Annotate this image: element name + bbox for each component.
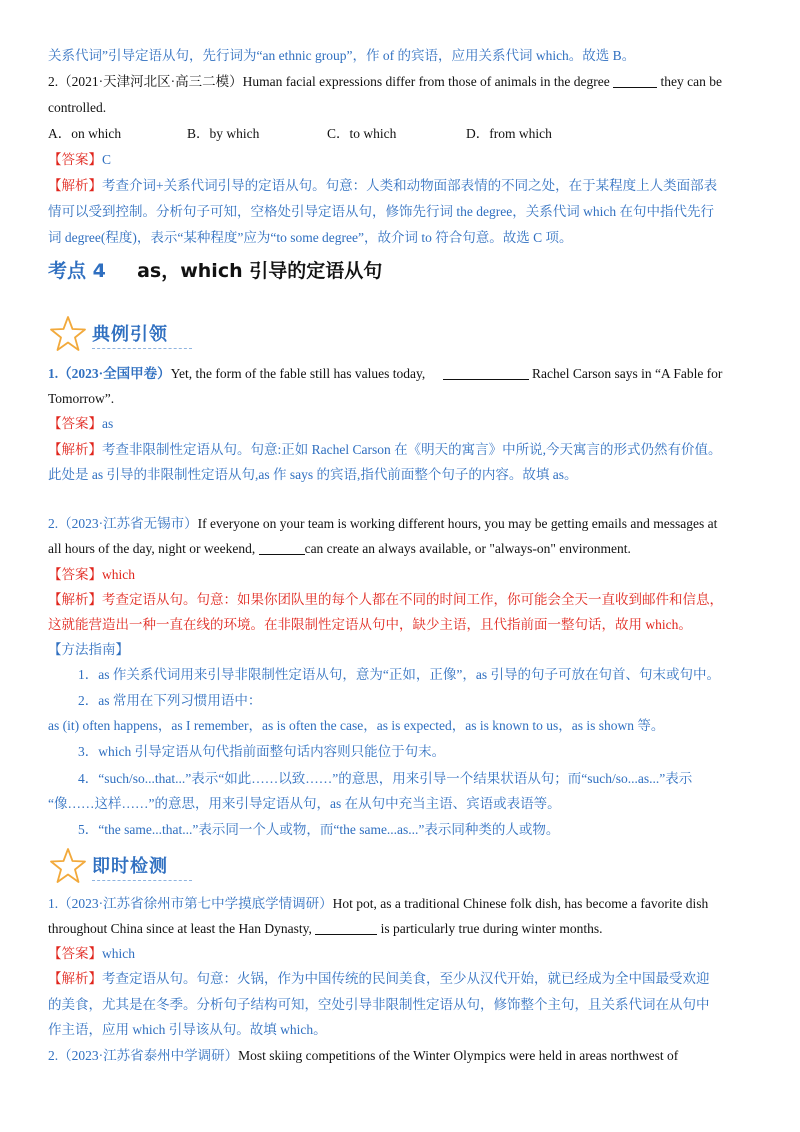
check-question-2: 2.（2023·江苏省泰州中学调研）Most skiing competitions of the Winter Olympics were held in areas northwest of [48,1048,679,1063]
option-a: A．on which [48,126,122,141]
analysis-line-2: 这就能营造出一种一直在线的环境。在非限制性定语从句中，缺少主语，且代指前面一整句话，故用 which。 [48,617,692,632]
star-icon [48,846,88,886]
guide-item-2: 2．as 常用在下列习惯用语中： [78,693,262,708]
example-1-line2: Tomorrow”. [48,391,115,406]
answer-line [48,150,752,170]
guide-item-3: 3．which 引导定语从句代指前面整句话内容则只能位于句末。 [78,744,446,759]
question-text: Human facial expressions differ from those of animals in the degree [242,74,610,89]
answer-line: 【答案】as [48,416,114,431]
check-question-1-line2: throughout China since at least the Han Dynasty, is particularly true during winter months. [48,921,603,936]
section-title: 即时检测 [92,856,168,877]
example-2: 2.（2023·江苏省无锡市）If everyone on your team is working different hours, you may be getting emails and messages at [48,516,718,531]
question-text-line2: controlled. [48,100,107,115]
analysis-label: 【解析】 [48,178,102,193]
answer-line: 【答案】which [48,567,135,582]
analysis-line-1: 【解析】考查介词+关系代词引导的定语从句。句意：人类和动物面部表情的不同之处，在于某程度上人类面部表 [48,178,718,193]
star-icon [48,314,88,354]
analysis-line-1: 【解析】考查定语从句。句意：火锅，作为中国传统的民间美食，至少从汉代开始，就已经成为全中国最受欢迎 [48,971,710,986]
question-source: 2.（2023·江苏省泰州中学调研） [48,1048,239,1063]
guide-item-1: 1．as 作关系代词用来引导非限制性定语从句，意为“正如，正像”，as 引导的句子可放在句首、句末或句中。 [78,667,720,682]
analysis-line-3: 词 degree(程度)，表示“某种程度”应为“to some degree”，故介词 to 符合句意。故选 C 项。 [48,230,573,245]
answer-label: 【答案】 [48,152,102,167]
answer-blank [443,365,529,380]
section-heading [48,256,382,283]
option-b: B．by which [187,126,260,141]
analysis-line-1: 【解析】考查非限制性定语从句。句意:正如 Rachel Carson 在《明天的寓言》中所说,今天寓言的形式仍然有价值。 [48,442,722,457]
analysis-line-2: 的美食，尤其是在冬季。分析句子结构可知，空处引导非限制性定语从句，修饰整个主句，且关系代词在从句中 [48,997,710,1012]
option-d: D．from which [466,126,552,141]
question-text-cont: they can be [660,74,722,89]
section-instant-check [48,846,248,886]
question-source: 1.（2023·江苏省徐州市第七中学摸底学情调研） [48,896,333,911]
question-source: 2.（2023·江苏省无锡市） [48,516,198,531]
section-title: 典例引领 [92,324,168,345]
answer-blank [259,540,305,555]
answer-value: which [102,946,135,961]
title-underline [92,880,192,881]
answer-blank [315,920,377,935]
analysis-line-1: 【解析】考查定语从句。句意：如果你团队里的每个人都在不同的时间工作，你可能会全天一直收到邮件和信息， [48,592,723,607]
answer-value: C [102,152,112,167]
prev-analysis-tail: 关系代词”引导定语从句，先行词为“an ethnic group”，作 of 的宾语，应用关系代词 which。故选 B。 [48,48,636,63]
question-2021-tianjin [48,72,752,92]
check-question-1: 1.（2023·江苏省徐州市第七中学摸底学情调研）Hot pot, as a traditional Chinese folk dish, has become a favorite dish [48,896,709,911]
section-typical-examples [48,314,248,354]
method-guide-label: 【方法指南】 [48,642,129,657]
question-source: 2.（2021·天津河北区·高三二模） [48,74,243,89]
options-row [48,124,752,144]
guide-item-5: 5．“the same...that...”表示同一个人或物，而“the same...as...”表示同种类的人或物。 [78,822,560,837]
answer-value: as [102,416,114,431]
question-source: 1.（2023·全国甲卷） [48,366,171,381]
guide-item-4: 4．“such/so...that...”表示“如此……以致……”的意思，用来引导一个结果状语从句；而“such/so...as...”表示 [78,771,693,786]
title-underline [92,348,192,349]
example-2-line2: all hours of the day, night or weekend, can create an always available, or "always-on" environment. [48,541,631,556]
answer-value: which [102,567,135,582]
option-c: C．to which [327,126,397,141]
analysis-line-3: 作主语，应用 which 引导该从句。故填 which。 [48,1022,327,1037]
guide-item-4-cont: “像……这样……”的意思，用来引导定语从句，as 在从句中充当主语、宾语或表语等。 [48,796,561,811]
example-1: 1.（2023·全国甲卷）Yet, the form of the fable still has values today, Rachel Carson says in “A Fable for [48,366,723,381]
analysis-line-2: 此处是 as 引导的非限制性定语从句,as 作 says 的宾语,指代前面整个句子的内容。故填 as。 [48,467,578,482]
heading-title: as，which 引导的定语从句 [137,260,383,282]
analysis-line-2: 情可以受到控制。分析句子可知，空格处引导定语从句，修饰先行词 the degree，关系代词 which 在句中指代先行 [48,204,714,219]
heading-number: 考点 4 [48,260,106,282]
guide-item-2-examples: as (it) often happens，as I remember，as is often the case，as is expected，as is known to us，as is shown 等。 [48,718,665,733]
answer-line: 【答案】which [48,946,135,961]
answer-blank [613,73,657,88]
